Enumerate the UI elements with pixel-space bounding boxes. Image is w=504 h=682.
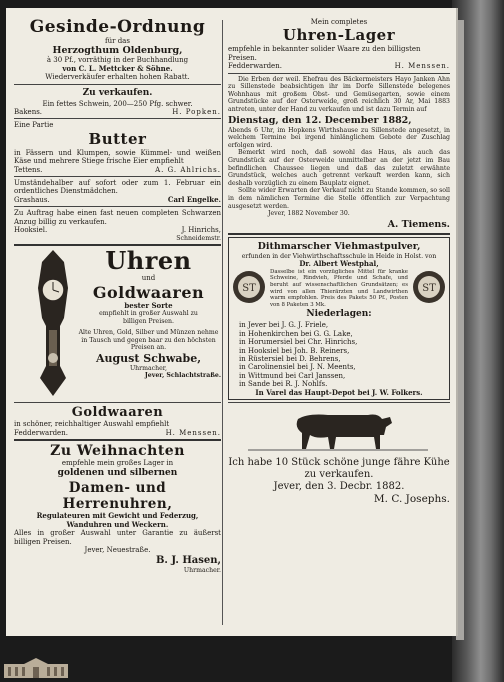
ad-line: Wiederverkäufer erhalten hohen Rabatt. [45,73,190,82]
column-divider [222,20,223,625]
ad-line: Dr. Albert Westphal, [299,259,379,269]
ad-line: Mein completes [310,18,368,26]
ad-title: Gesinde-Ordnung [29,17,206,37]
rule [228,233,450,235]
ad-anzug [14,209,221,242]
svg-text:ST: ST [242,282,256,294]
rule [14,402,221,403]
ad-line: für das [105,37,130,45]
ad-title: Goldwaaren [92,282,205,302]
ad-heading: Dithmarscher Viehmastpulver, [257,240,421,252]
list-item: in Hohenkirchen bei G. G. Lake, [239,329,353,338]
ad-text: Ein fettes Schwein, 200—250 Pfg. schwer. [42,99,193,108]
ad-address: Jever, Schlachtstraße. [144,372,221,380]
ad-text: Abends 6 Uhr, im Hopkens Wirthshause zu Sillenstede angesetzt, in welchem Termine bei irgend hinlänglichem Gebote der Zuschlag erfolgen wird. [228,126,450,149]
ad-text: Dasselbe ist ein vorzügliches Mittel für kranke Schweine, Rindvieh, Pferde und Schafe, und beruht auf wissenschaftlichen Grundsätzen; es wird von allen Thierärzten und Landwirthen warm empfohlen. Preis des Pakets 50 Pf., Posten von 8 Paketen 3 Mk. [270,268,408,308]
library-building-logo [4,658,68,678]
ad-heading: Zu verkaufen. [82,87,153,98]
cow-illustration [228,405,450,453]
ad-signature: August Schwabe, [95,351,202,365]
ad-text: empfehle in bekannter solider Waare zu den billigsten Preisen. [228,45,421,62]
ad-weihnachten-hasen [14,443,221,575]
ad-subheading: Niederlagen: [306,309,372,320]
ad-goldwaaren-menssen [14,405,221,437]
list-item: in Carolinensiel bei J. N. Meents, [239,363,356,372]
rule [14,84,221,85]
rule [14,439,221,441]
wall-clock-illustration [34,248,72,398]
ad-place: Bakens. [14,108,43,117]
ad-kuehe-josephs [228,405,450,505]
ad-line: goldenen und silbernen [57,468,178,479]
ad-line: von C. L. Mettcker & Söhne. [62,63,173,73]
ad-date: Dienstag, den 12. December 1882, [228,114,412,126]
ad-verkaufen-schwein [14,87,221,117]
ad-role: Uhrmacher. [183,567,221,575]
page-stack-inner [456,20,464,640]
ad-line: bester Sorte [124,300,173,310]
ad-footer: In Varel das Haupt-Depot bei J. W. Folkers. [255,387,423,397]
ad-address: Jever, Neuestraße. [84,545,151,554]
medal-emblem-icon [231,269,267,305]
ad-heading: Zu Weihnachten [50,442,185,459]
list-item: in Horumersiel bei Chr. Hinrichs, [239,338,358,347]
list-item: in Jever bei J. G. J. Friele, [239,321,329,330]
ad-role: Schneidemstr. [176,234,221,242]
ad-text: Alles in großer Auswahl unter Garantie zu äußerst billigen Preisen. [14,529,221,546]
ad-place: Tettens. [14,165,43,174]
ad-line: Regulateuren mit Gewicht und Federzug, [36,511,199,521]
rule [14,176,221,177]
medal-emblem-icon [411,269,447,305]
ad-line: empfehle mein großes Lager in [61,458,174,467]
ad-butter [14,121,221,174]
ad-place: Grashaus. [14,195,50,204]
rule [14,118,221,119]
ad-role: Uhrmacher, [129,364,168,372]
ad-place: Fedderwarden. [228,62,282,71]
ad-auction-sillenstede [228,76,450,231]
ad-viehmastpulver [228,237,450,400]
ad-text: Umständehalber auf sofort oder zum 1. Februar ein ordentliches Dienstmädchen. [14,179,221,196]
ad-signature: A. G. Ahlrichs. [155,165,221,174]
newspaper-page [6,8,456,636]
svg-text:ST: ST [422,282,436,294]
ad-line: billigen Preisen. [122,317,174,325]
list-item: in Wittmund bei Carl Janssen, [239,371,346,380]
list-item: in Sande bei R. J. Nohlfs. [239,380,328,389]
rule [14,206,221,207]
ad-heading: Goldwaaren [71,405,164,421]
ad-line: erfunden in der Viehwirthschaftsschule in Heide in Holst. von [241,252,437,260]
ad-place: Fedderwarden. [14,428,68,437]
ad-signature: H. Popken. [172,108,221,117]
ad-signature: H. Menssen. [165,428,221,437]
ad-text: in schöner, reichhaltiger Auswahl empfiehlt [14,420,170,429]
ad-signature: B. J. Hasen, [155,555,221,567]
ad-gesinde-ordnung [14,18,221,82]
ad-line: Herzogthum Oldenburg, [52,45,183,57]
ad-line: empfiehlt in großer Auswahl zu [99,309,198,317]
ad-title: Uhren [105,246,192,276]
ad-text: Bemerkt wird noch, daß sowohl das Haus, als auch das Grundstück auf der Osterweide unmittelbar an der jetzt im Bau befindlichen Chaussee liegen und daß das zuletzt erwähnte Grundstück, welches auch getrennt verkauft werden kann, sich deshalb vorzüglich zu einem Bauplatz eignet. [228,149,450,187]
ad-place: Hooksiel. [14,226,48,235]
ad-line: Damen- und Herrenuhren, [62,480,173,513]
ad-uhrenlager [228,18,450,71]
ad-line: und [141,274,156,283]
ad-intro: Eine Partie [14,121,54,130]
rule [228,73,450,74]
ad-uhren-schwabe [14,248,221,400]
ad-signature: A. Tiemens. [387,218,450,230]
list-item: in Hooksiel bei Joh. B. Reiners, [239,346,350,355]
ad-signature: J. Hinrichs, [181,226,221,235]
ad-signature: H. Menssen. [394,62,450,71]
ad-text: Die Erben der weil. Ehefrau des Bäckermeisters Hayo Janken Ahn zu Sillenstede beabsichtigen ihr im Dorfe Sillenstede belegenes Wohnhaus mit großem Obst- und Gemüsegarten, sowie einem Grundstücke auf der Osterweide, groß reichlich 30 Ar, Mai 1883 antreten, unter der Hand zu verkaufen und ist dazu Termin auf [228,75,450,113]
ad-text: Zu Auftrag habe einen fast neuen completen Schwarzen Anzug billig zu verkaufen. [14,209,221,226]
ad-text: in Fässern und Klumpen, sowie Kümmel- und weißen Käse und mehrere Stiege frische Eier empfiehlt [14,148,221,166]
right-column [228,18,450,505]
ad-line: à 30 Pf., vorräthig in der Buchhandlung [46,56,189,65]
left-column [14,18,221,575]
ad-heading: Uhren-Lager [282,26,396,45]
ad-text: Alte Uhren, Gold, Silber und Münzen nehme in Tausch und gegen baar zu den höchsten Preisen an. [78,329,219,352]
ad-heading: Butter [88,129,147,148]
list-item: in Rüstersiel bei D. Behrens, [239,354,341,363]
ad-dienstmaedchen [14,179,221,204]
ad-dateline: Jever, 1882 November 30. [268,210,350,218]
ad-signature: Carl Engelke. [167,194,221,204]
ad-signature: M. C. Josephs. [373,492,450,505]
ad-dateline: Jever, den 3. Decbr. 1882. [273,480,405,492]
ad-line: Wanduhren und Weckern. [66,519,169,529]
rule [228,402,450,403]
ad-text: Ich habe 10 Stück schöne junge fähre Kühe zu verkaufen. [228,456,450,480]
ad-text: Sollte wider Erwarten der Verkauf nicht zu Stande kommen, so soll in dem nämlichen Termine die Stelle öffentlich zur Verpachtung ausgesetzt werden. [228,187,450,210]
